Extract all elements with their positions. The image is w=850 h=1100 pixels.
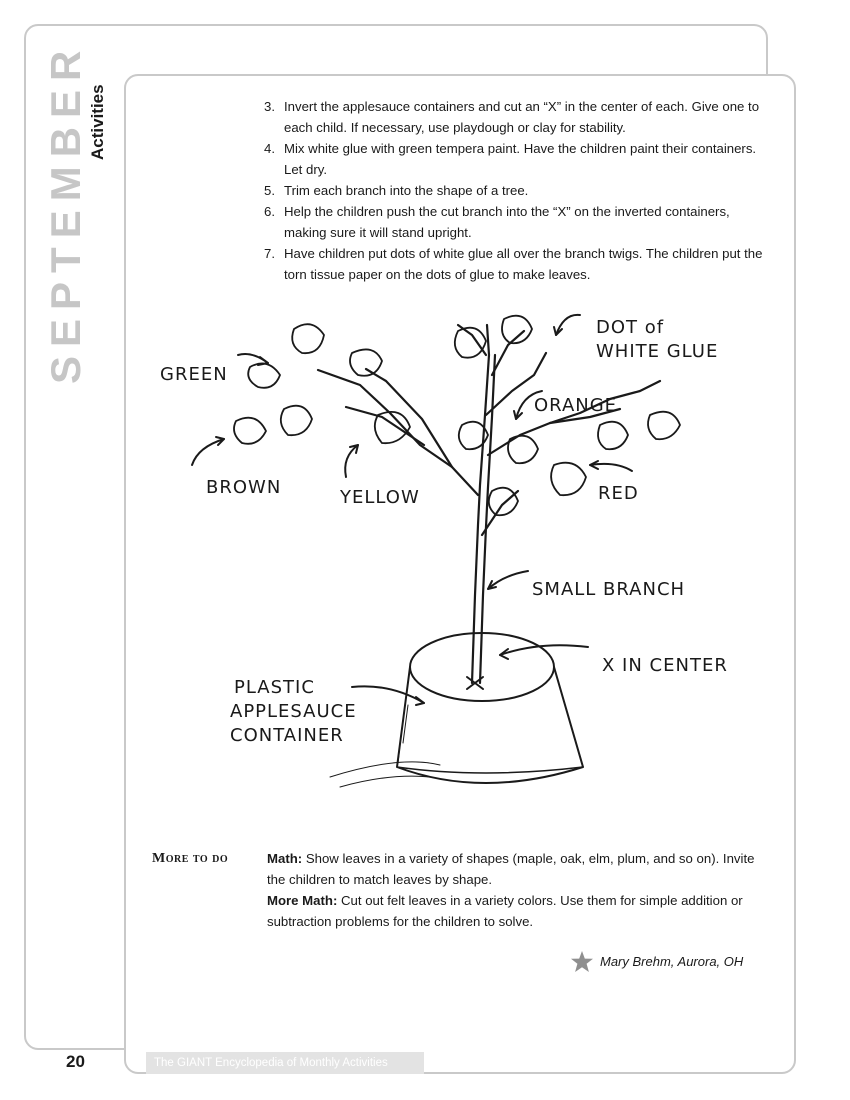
label-red: RED: [598, 483, 639, 504]
label-applesauce: APPLESAUCE: [230, 701, 357, 722]
label-green: GREEN: [160, 364, 228, 385]
label-small-branch: SMALL BRANCH: [532, 579, 686, 600]
step-text: Have children put dots of white glue all over the branch twigs. The children put the torn tissue paper on the dots of glue to make leaves.: [284, 246, 763, 282]
label-white-glue: WHITE GLUE: [596, 341, 719, 362]
step-item: [264, 96, 764, 138]
label-x-in-center: X IN CENTER: [602, 655, 728, 676]
math-paragraph: [267, 848, 767, 890]
more-math-paragraph: [267, 890, 767, 932]
tree-craft-illustration: [140, 295, 780, 825]
step-text: Invert the applesauce containers and cut an “X” in the center of each. Give one to each child. If necessary, use playdough or clay for stability.: [284, 99, 760, 135]
label-plastic: PLASTIC: [234, 677, 315, 698]
author-credit: [570, 950, 760, 974]
step-number: 4.: [264, 141, 275, 156]
month-sidebar-title: SEPTEMBER: [42, 41, 89, 384]
book-title-footer: The GIANT Encyclopedia of Monthly Activities: [146, 1052, 424, 1074]
step-text: Help the children push the cut branch into the “X” on the inverted containers, making sure it will stand upright.: [284, 204, 730, 240]
step-text: Mix white glue with green tempera paint. Have the children paint their containers. Let dry.: [284, 141, 757, 177]
page-number: 20: [66, 1052, 85, 1071]
label-orange: ORANGE: [534, 395, 618, 416]
step-number: 7.: [264, 246, 275, 261]
math-label: Math:: [267, 851, 303, 866]
section-sidebar-title: Activities: [88, 84, 107, 160]
step-item: [264, 180, 764, 201]
applesauce-container-drawing: [330, 633, 583, 787]
author-name: Mary Brehm, Aurora, OH: [600, 954, 744, 969]
more-math-text: Cut out felt leaves in a variety colors. Use them for simple addition or subtraction problems for the children to solve.: [267, 893, 743, 929]
step-number: 5.: [264, 183, 275, 198]
more-math-label: More Math:: [267, 893, 338, 908]
star-icon: [570, 950, 594, 974]
step-text: Trim each branch into the shape of a tree.: [284, 183, 529, 198]
math-text: Show leaves in a variety of shapes (maple, oak, elm, plum, and so on). Invite the children to match leaves by shape.: [267, 851, 755, 887]
label-dot-of: DOT of: [596, 317, 665, 338]
step-item: [264, 243, 764, 285]
label-container: CONTAINER: [230, 725, 344, 746]
instruction-steps: [264, 96, 764, 285]
label-yellow: YELLOW: [340, 487, 420, 508]
step-item: [264, 201, 764, 243]
more-to-do-label: More to do: [152, 851, 229, 866]
label-brown: BROWN: [206, 477, 282, 498]
more-to-do-content: [267, 848, 767, 932]
label-arrows: [192, 315, 632, 705]
step-number: 6.: [264, 204, 275, 219]
step-item: [264, 138, 764, 180]
step-number: 3.: [264, 99, 275, 114]
